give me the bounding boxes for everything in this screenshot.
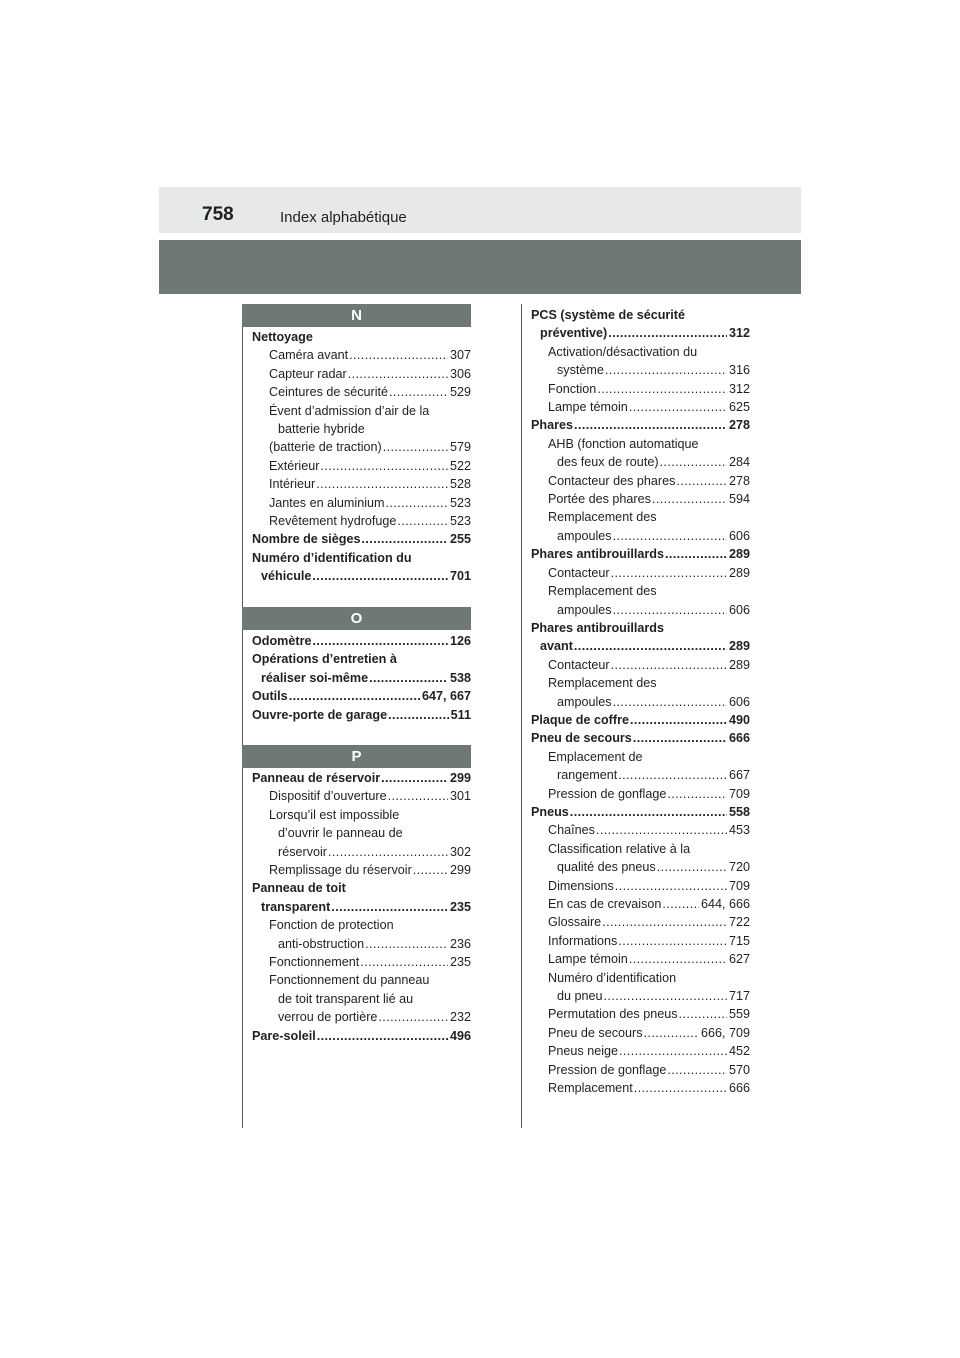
index-entry-text: réservoir	[278, 844, 327, 859]
index-entry-text: Capteur radar	[269, 366, 347, 381]
index-entry-text: Remplacement	[548, 1081, 633, 1096]
index-subentry	[531, 656, 750, 674]
index-entry-text: Permutation des pneus	[548, 1007, 678, 1022]
page-reference: 538	[449, 670, 471, 685]
leader-dots	[311, 567, 448, 585]
index-entry-text: Ceintures de sécurité	[269, 385, 389, 400]
leader-dots	[388, 383, 448, 401]
index-entry-heading: Phares antibrouillards	[531, 620, 664, 635]
index-entry	[531, 545, 750, 563]
index-entry-text: qualité des pneus	[557, 860, 656, 875]
index-subentry	[252, 953, 471, 971]
index-entry-text: Chaînes	[548, 823, 595, 838]
page-reference: 667	[728, 768, 750, 783]
index-subentry	[252, 438, 471, 456]
page-reference: 606	[728, 694, 750, 709]
index-entry-text: ampoules	[557, 602, 612, 617]
page-reference: 452	[728, 1044, 750, 1059]
page-number: 758	[202, 204, 234, 225]
leader-dots	[661, 895, 699, 913]
index-subentry	[531, 932, 750, 950]
index-subentry-text: Emplacement de	[548, 749, 643, 764]
page-reference: 529	[449, 385, 471, 400]
index-entry-text: Nombre de sièges	[252, 532, 361, 547]
leader-dots	[319, 457, 448, 475]
right-column-rule	[521, 304, 522, 1128]
page-reference: 523	[449, 495, 471, 510]
page-reference: 717	[728, 989, 750, 1004]
index-subentry	[531, 1061, 750, 1079]
leader-dots	[348, 346, 448, 364]
index-entry-text: Lampe témoin	[548, 400, 628, 415]
leader-dots	[612, 693, 727, 711]
index-entry-heading: PCS (système de sécurité	[531, 308, 685, 322]
index-entry	[531, 711, 750, 729]
index-entry-text: Phares antibrouillards	[531, 547, 664, 562]
leader-dots	[666, 785, 727, 803]
index-entry-heading: Nettoyage	[252, 330, 313, 344]
page-reference: 307	[449, 348, 471, 363]
leader-dots	[311, 632, 448, 650]
page-reference: 278	[728, 473, 750, 488]
leader-dots	[617, 932, 727, 950]
index-subentry	[531, 1005, 750, 1023]
index-entry-text: verrou de portière	[278, 1010, 378, 1025]
leader-dots	[573, 416, 727, 434]
index-subentry	[531, 877, 750, 895]
index-subentry	[531, 1042, 750, 1060]
index-entry-text: Lampe témoin	[548, 952, 628, 967]
index-entry-text: Pression de gonflage	[548, 1062, 667, 1077]
page-reference: 666	[728, 731, 750, 746]
index-subentry	[531, 913, 750, 931]
index-entry-text: Odomètre	[252, 634, 312, 648]
index-entry	[252, 530, 471, 548]
page-reference: 666, 709	[700, 1025, 750, 1040]
page-reference: 559	[728, 1007, 750, 1022]
index-subentry	[252, 787, 471, 805]
index-subentry-text: Lorsqu’il est impossible	[269, 807, 400, 822]
index-subentry-text: batterie hybride	[278, 422, 365, 437]
leader-dots	[614, 877, 727, 895]
index-entry-text: rangement	[557, 768, 618, 783]
index-entry-heading: Panneau de toit	[252, 881, 346, 896]
index-subentry-text: Fonction de protection	[269, 918, 394, 933]
index-entry-text: avant	[540, 639, 573, 654]
index-entry	[531, 729, 750, 747]
index-entry-text: Dispositif d’ouverture	[269, 789, 387, 804]
page-reference: 289	[728, 657, 750, 672]
index-entry-text: Phares	[531, 418, 574, 433]
index-subentry	[531, 821, 750, 839]
page-reference: 606	[728, 602, 750, 617]
page-reference: 453	[728, 823, 750, 838]
index-entry	[252, 567, 471, 585]
index-entry-text: Pneu de secours	[548, 1025, 643, 1040]
leader-dots	[610, 656, 727, 674]
index-entry-text: Outils	[252, 689, 288, 704]
index-entry-text: Informations	[548, 933, 618, 948]
index-entry	[252, 632, 471, 650]
page-reference: 306	[449, 366, 471, 381]
index-subentry-text: Évent d’admission d’air de la	[269, 403, 430, 418]
page-reference: 511	[450, 707, 471, 722]
leader-dots	[664, 545, 727, 563]
index-entry-text: ampoules	[557, 694, 612, 709]
index-subentry-text: Fonctionnement du panneau	[269, 973, 430, 988]
page-reference: 302	[449, 844, 471, 859]
page-reference: 522	[449, 458, 471, 473]
page-reference: 312	[728, 326, 750, 341]
page-reference: 312	[728, 381, 750, 396]
index-entry-text: Pneu de secours	[531, 731, 632, 746]
page-reference: 715	[728, 933, 750, 948]
page-reference: 299	[449, 771, 471, 785]
letter-heading-p: P	[242, 745, 471, 768]
index-subentry	[531, 472, 750, 490]
index-entry	[252, 898, 471, 916]
index-subentry	[252, 475, 471, 493]
leader-dots	[330, 898, 448, 916]
index-subentry	[531, 601, 750, 619]
page-reference: 720	[728, 860, 750, 875]
index-entry-text: Portée des phares	[548, 492, 651, 507]
index-subentry	[531, 453, 750, 471]
page-reference: 232	[449, 1010, 471, 1025]
index-subentry	[252, 365, 471, 383]
page-reference: 490	[728, 712, 750, 727]
leader-dots	[659, 453, 727, 471]
leader-dots	[603, 987, 727, 1005]
index-subentry-text: AHB (fonction automatique	[548, 436, 699, 451]
leader-dots	[628, 398, 727, 416]
index-subentry-text: d’ouvrir le panneau de	[278, 826, 403, 841]
leader-dots	[387, 787, 448, 805]
index-entry-text: Contacteur des phares	[548, 473, 676, 488]
index-entry-text: Plaque de coffre	[531, 712, 629, 727]
index-subentry-text: Remplacement des	[548, 676, 657, 691]
index-subentry	[252, 843, 471, 861]
page-reference: 606	[728, 528, 750, 543]
page-reference: 709	[728, 878, 750, 893]
leader-dots	[569, 803, 727, 821]
leader-dots	[666, 1061, 727, 1079]
page-reference: 255	[449, 532, 471, 547]
index-entry-text: Panneau de réservoir	[252, 771, 381, 785]
index-entry	[531, 416, 750, 434]
page-reference: 579	[449, 440, 471, 455]
page-reference: 570	[728, 1062, 750, 1077]
index-entry	[252, 769, 471, 787]
letter-heading-n: N	[242, 304, 471, 327]
page-reference: 558	[728, 804, 750, 819]
index-subentry	[531, 398, 750, 416]
index-subentry	[531, 527, 750, 545]
page-reference: 523	[449, 514, 471, 529]
header-bar	[159, 187, 801, 233]
index-entry-text: du pneu	[557, 989, 603, 1004]
leader-dots	[573, 637, 727, 655]
leader-dots	[396, 512, 448, 530]
index-entry-text: Revêtement hydrofuge	[269, 514, 397, 529]
index-subentry	[252, 383, 471, 401]
page-reference: 284	[728, 455, 750, 470]
index-subentry	[531, 987, 750, 1005]
index-entry-heading: Opérations d’entretien à	[252, 652, 397, 667]
page-reference: 625	[728, 400, 750, 415]
index-list-n	[252, 328, 471, 586]
index-entry	[531, 324, 750, 342]
leader-dots	[612, 601, 727, 619]
index-subentry	[531, 895, 750, 913]
index-subentry	[531, 564, 750, 582]
page-reference: 701	[449, 569, 471, 584]
leader-dots	[678, 1005, 727, 1023]
index-entry-text: En cas de crevaison	[548, 897, 662, 911]
leader-dots	[377, 1008, 448, 1026]
index-entry-text: Jantes en aluminium	[269, 495, 385, 510]
index-subentry	[531, 361, 750, 379]
page-reference: 627	[728, 952, 750, 967]
leader-dots	[327, 843, 448, 861]
leader-dots	[364, 935, 448, 953]
index-subentry	[252, 346, 471, 364]
index-subentry	[252, 457, 471, 475]
index-entry-text: anti-obstruction	[278, 936, 365, 951]
index-entry-text: Contacteur	[548, 565, 610, 580]
leader-dots	[315, 475, 448, 493]
index-entry-text: préventive)	[540, 326, 608, 341]
index-entry-text: Intérieur	[269, 477, 316, 492]
index-entry-text: Dimensions	[548, 878, 614, 893]
index-entry	[252, 687, 471, 705]
leader-dots	[385, 494, 448, 512]
index-entry-text: Fonction	[548, 381, 597, 396]
leader-dots	[288, 687, 420, 705]
index-entry-text: Extérieur	[269, 458, 320, 473]
leader-dots	[617, 766, 727, 784]
leader-dots	[596, 380, 727, 398]
index-subentry	[252, 861, 471, 879]
leader-dots	[618, 1042, 727, 1060]
leader-dots	[347, 365, 448, 383]
leader-dots	[595, 821, 727, 839]
leader-dots	[610, 564, 727, 582]
page-reference: 709	[728, 786, 750, 801]
index-entry	[531, 637, 750, 655]
index-subentry	[531, 693, 750, 711]
index-entry-text: Caméra avant	[269, 348, 349, 363]
page-reference: 299	[449, 863, 471, 878]
index-entry-text: transparent	[261, 899, 331, 914]
index-list-p	[252, 769, 471, 1045]
index-entry-text: des feux de route)	[557, 455, 659, 470]
header-band	[159, 240, 801, 294]
leader-dots	[656, 858, 727, 876]
leader-dots	[387, 706, 449, 724]
page-reference: 647, 667	[421, 689, 471, 704]
page-reference: 278	[728, 418, 750, 433]
leader-dots	[361, 530, 448, 548]
leader-dots	[643, 1024, 699, 1042]
page-reference: 666	[728, 1081, 750, 1096]
index-entry-text: système	[557, 363, 604, 378]
leader-dots	[359, 953, 448, 971]
index-subentry-text: Classification relative à la	[548, 841, 691, 856]
index-entry-text: (batterie de traction)	[269, 440, 382, 455]
index-entry-text: Pneus neige	[548, 1044, 619, 1059]
leader-dots	[675, 472, 727, 490]
leader-dots	[612, 527, 727, 545]
page-reference: 289	[728, 547, 750, 562]
leader-dots	[629, 711, 727, 729]
index-subentry-text: Remplacement des	[548, 510, 657, 525]
index-entry-text: Glossaire	[548, 915, 602, 930]
page-reference: 289	[728, 639, 750, 654]
page-reference: 301	[449, 789, 471, 804]
leader-dots	[651, 490, 727, 508]
index-subentry-text: Numéro d’identification	[548, 970, 677, 985]
letter-heading-o: O	[242, 607, 471, 630]
page-reference: 496	[449, 1028, 471, 1043]
leader-dots	[632, 729, 727, 747]
page-reference: 644, 666	[700, 897, 750, 911]
leader-dots	[604, 361, 727, 379]
page-reference: 235	[449, 955, 471, 970]
index-subentry-text: de toit transparent lié au	[278, 991, 414, 1006]
page-reference: 236	[449, 936, 471, 951]
leader-dots	[316, 1027, 448, 1045]
index-subentry	[531, 858, 750, 876]
index-subentry	[531, 490, 750, 508]
leader-dots	[607, 324, 727, 342]
index-subentry	[531, 1079, 750, 1097]
index-entry-text: Ouvre-porte de garage	[252, 707, 388, 722]
leader-dots	[368, 669, 448, 687]
index-entry	[252, 669, 471, 687]
index-subentry-text: Activation/désactivation du	[548, 344, 698, 359]
leader-dots	[380, 769, 448, 787]
index-entry-text: réaliser soi-même	[261, 670, 369, 685]
leader-dots	[601, 913, 727, 931]
index-subentry	[252, 935, 471, 953]
page-reference: 594	[728, 492, 750, 507]
leader-dots	[633, 1079, 727, 1097]
index-entry-text: Pare-soleil	[252, 1028, 316, 1043]
index-entry-text: ampoules	[557, 528, 612, 543]
index-entry	[252, 706, 471, 724]
index-subentry	[252, 512, 471, 530]
page-reference: 289	[728, 565, 750, 580]
index-subentry	[252, 494, 471, 512]
index-subentry-text: Remplacement des	[548, 584, 657, 599]
page-reference: 722	[728, 915, 750, 930]
index-entry-text: Fonctionnement	[269, 955, 360, 970]
index-subentry	[531, 785, 750, 803]
index-entry	[252, 1027, 471, 1045]
index-subentry	[252, 1008, 471, 1026]
index-entry-text: Pneus	[531, 804, 569, 819]
index-entry-heading: Numéro d’identification du	[252, 550, 412, 565]
leader-dots	[412, 861, 448, 879]
index-list-right	[531, 306, 750, 1097]
page-reference: 126	[449, 634, 471, 648]
page-reference: 528	[449, 477, 471, 492]
index-entry	[531, 803, 750, 821]
leader-dots	[382, 438, 448, 456]
index-subentry	[531, 1024, 750, 1042]
section-title: Index alphabétique	[280, 209, 407, 226]
index-subentry	[531, 766, 750, 784]
index-subentry	[531, 380, 750, 398]
index-list-o	[252, 632, 471, 724]
index-entry-text: Contacteur	[548, 657, 610, 672]
leader-dots	[628, 950, 727, 968]
index-entry-text: Remplissage du réservoir	[269, 863, 412, 878]
index-subentry	[531, 950, 750, 968]
page-reference: 316	[728, 363, 750, 378]
index-entry-text: véhicule	[261, 569, 312, 584]
index-entry-text: Pression de gonflage	[548, 786, 667, 801]
left-column-rule	[242, 304, 243, 1128]
page-reference: 235	[449, 899, 471, 914]
